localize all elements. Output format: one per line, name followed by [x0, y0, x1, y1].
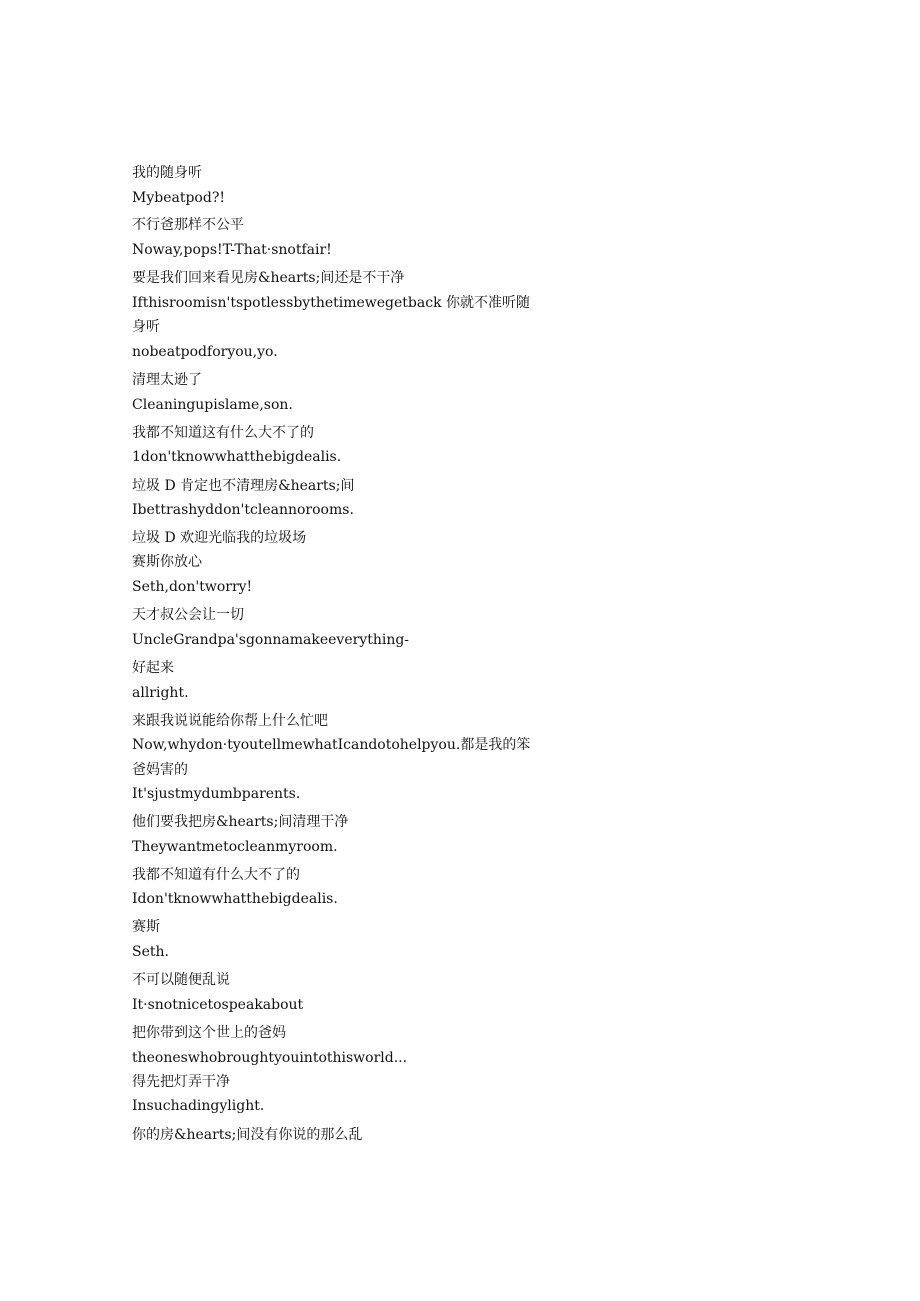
text-line: 爸妈害的 — [132, 762, 188, 778]
text-line: 身听 — [132, 319, 160, 335]
text-line: 把你带到这个世上的爸妈 — [132, 1025, 286, 1041]
text-line: Cleaningupislame,son. — [132, 397, 293, 413]
text-line: It'sjustmydumbparents. — [132, 786, 301, 802]
text-line: 不行爸那样不公平 — [132, 217, 244, 233]
text-line: UncleGrandpa'sgonnamakeeverything- — [132, 632, 410, 648]
text-line: theoneswhobroughtyouintothisworld... — [132, 1050, 408, 1066]
text-line: 天才叔公会让一切 — [132, 607, 244, 623]
text-line: It·snotnicetospeakabout — [132, 997, 304, 1013]
text-line: 垃圾 D 欢迎光临我的垃圾场 — [132, 530, 307, 546]
text-line: 1don'tknowwhatthebigdealis. — [132, 449, 342, 465]
text-line: nobeatpodforyou,yo. — [132, 344, 278, 360]
text-line: Seth,don'tworry! — [132, 579, 253, 595]
text-line: 赛斯你放心 — [132, 554, 202, 570]
text-line: 要是我们回来看见房&hearts;间还是不干净 — [132, 270, 405, 286]
text-line: 好起来 — [132, 660, 174, 676]
text-line: 他们要我把房&hearts;间清理干净 — [132, 814, 349, 830]
text-line: Insuchadingylight. — [132, 1098, 265, 1114]
text-line: Now,whydon·tyoutellmewhatIcandotohelpyou.都是我的笨 — [132, 737, 531, 753]
text-line: Ibettrashyddon'tcleannorooms. — [132, 502, 354, 518]
text-line: 得先把灯弄干净 — [132, 1074, 230, 1090]
text-line: Ifthisroomisn'tspotlessbythetimewegetback 你就不准听随 — [132, 295, 531, 311]
text-line: Noway,pops!T-That·snotfair! — [132, 242, 332, 258]
text-line: 我的随身听 — [132, 165, 202, 181]
text-line: 我都不知道这有什么大不了的 — [132, 425, 314, 441]
text-line: 赛斯 — [132, 919, 160, 935]
text-line: 垃圾 D 肯定也不清理房&hearts;间 — [132, 478, 355, 494]
text-line: 清理太逊了 — [132, 372, 202, 388]
text-line: 不可以随便乱说 — [132, 972, 230, 988]
text-line: Seth. — [132, 944, 169, 960]
text-line: Idon'tknowwhatthebigdealis. — [132, 891, 338, 907]
text-line: allright. — [132, 685, 189, 701]
text-line: 来跟我说说能给你帮上什么忙吧 — [132, 713, 328, 729]
text-line: 你的房&hearts;间没有你说的那么乱 — [132, 1127, 363, 1143]
text-line: 我都不知道有什么大不了的 — [132, 867, 300, 883]
text-line: Mybeatpod?! — [132, 190, 225, 206]
text-line: Theywantmetocleanmyroom. — [132, 839, 338, 855]
